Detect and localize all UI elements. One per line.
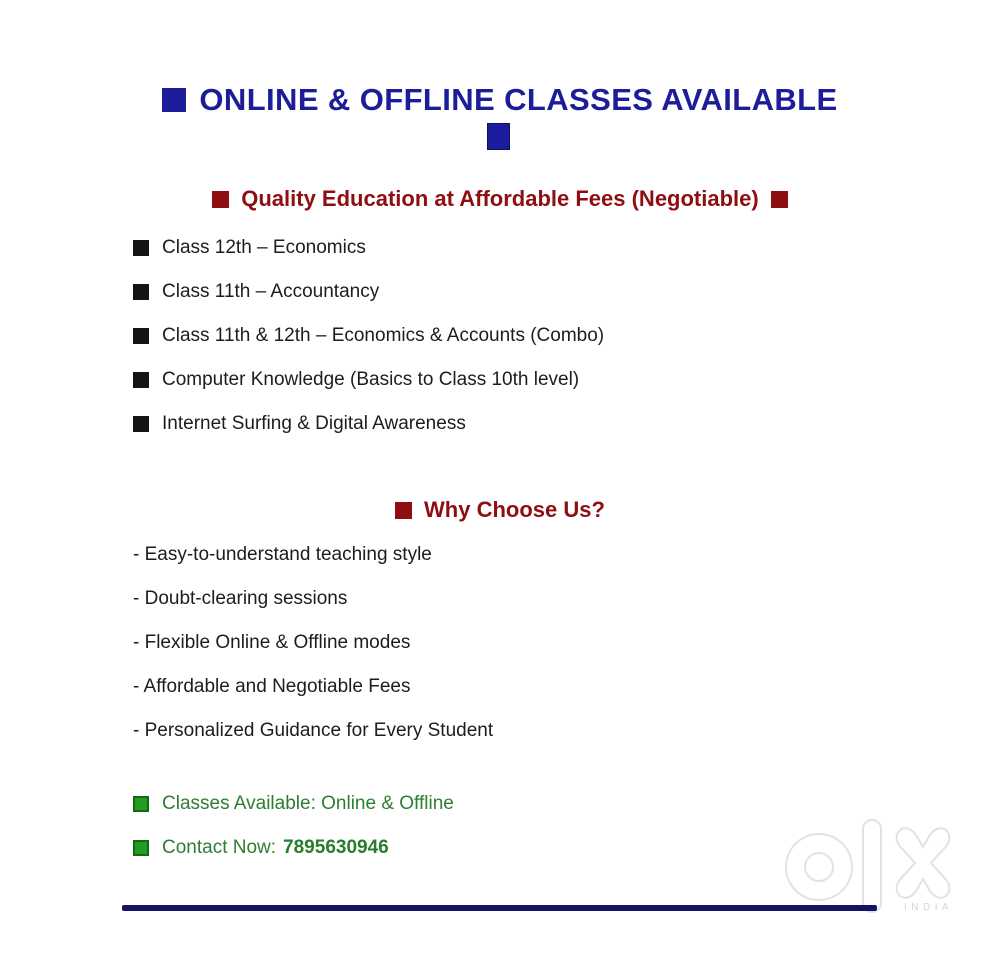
quality-heading-text: Quality Education at Affordable Fees (Negotiable) bbox=[241, 186, 759, 211]
red-square-icon bbox=[395, 502, 412, 519]
red-square-icon bbox=[212, 191, 229, 208]
green-square-icon bbox=[133, 840, 149, 856]
list-item: - Personalized Guidance for Every Student bbox=[133, 720, 494, 741]
list-item bbox=[133, 324, 604, 348]
list-item bbox=[133, 236, 604, 260]
course-text: Computer Knowledge (Basics to Class 10th level) bbox=[162, 369, 580, 390]
navy-square-icon bbox=[487, 123, 510, 150]
red-square-icon bbox=[771, 191, 788, 208]
list-item bbox=[133, 280, 604, 304]
contact-label: Contact Now: bbox=[162, 837, 277, 858]
list-item: - Doubt-clearing sessions bbox=[133, 588, 348, 609]
contact-number: 7895630946 bbox=[283, 837, 389, 858]
course-list bbox=[133, 236, 604, 456]
olx-x-icon bbox=[897, 828, 950, 898]
course-text: Class 11th – Accountancy bbox=[162, 281, 380, 302]
olx-o-inner-icon bbox=[805, 853, 833, 881]
page-title-text: ONLINE & OFFLINE CLASSES AVAILABLE bbox=[199, 82, 838, 117]
list-item: - Flexible Online & Offline modes bbox=[133, 632, 411, 653]
bullet-square-icon bbox=[133, 284, 149, 300]
bullet-square-icon bbox=[133, 416, 149, 432]
why-choose-list bbox=[133, 543, 493, 763]
contact-text bbox=[162, 837, 389, 859]
availability-contact-block bbox=[133, 792, 454, 880]
quality-heading bbox=[0, 186, 1000, 212]
page-title bbox=[0, 82, 1000, 118]
classes-available-line bbox=[133, 792, 454, 816]
list-item: - Affordable and Negotiable Fees bbox=[133, 676, 411, 697]
why-choose-heading bbox=[0, 497, 1000, 523]
course-text: Class 11th & 12th – Economics & Accounts (Combo) bbox=[162, 325, 605, 346]
classes-available-text: Classes Available: Online & Offline bbox=[162, 793, 454, 814]
list-item bbox=[133, 368, 604, 392]
why-choose-heading-text: Why Choose Us? bbox=[424, 497, 605, 522]
navy-square-icon bbox=[162, 88, 186, 112]
olx-l-icon bbox=[863, 820, 881, 912]
bottom-divider-rule bbox=[122, 905, 877, 911]
list-item bbox=[133, 412, 604, 436]
contact-line bbox=[133, 836, 454, 860]
bullet-square-icon bbox=[133, 328, 149, 344]
bullet-square-icon bbox=[133, 372, 149, 388]
course-text: Class 12th – Economics bbox=[162, 237, 366, 258]
olx-o-icon bbox=[786, 834, 852, 900]
green-square-icon bbox=[133, 796, 149, 812]
watermark-country-text: INDIA bbox=[904, 902, 954, 913]
list-item: - Easy-to-understand teaching style bbox=[133, 544, 432, 565]
bullet-square-icon bbox=[133, 240, 149, 256]
course-text: Internet Surfing & Digital Awareness bbox=[162, 413, 466, 434]
